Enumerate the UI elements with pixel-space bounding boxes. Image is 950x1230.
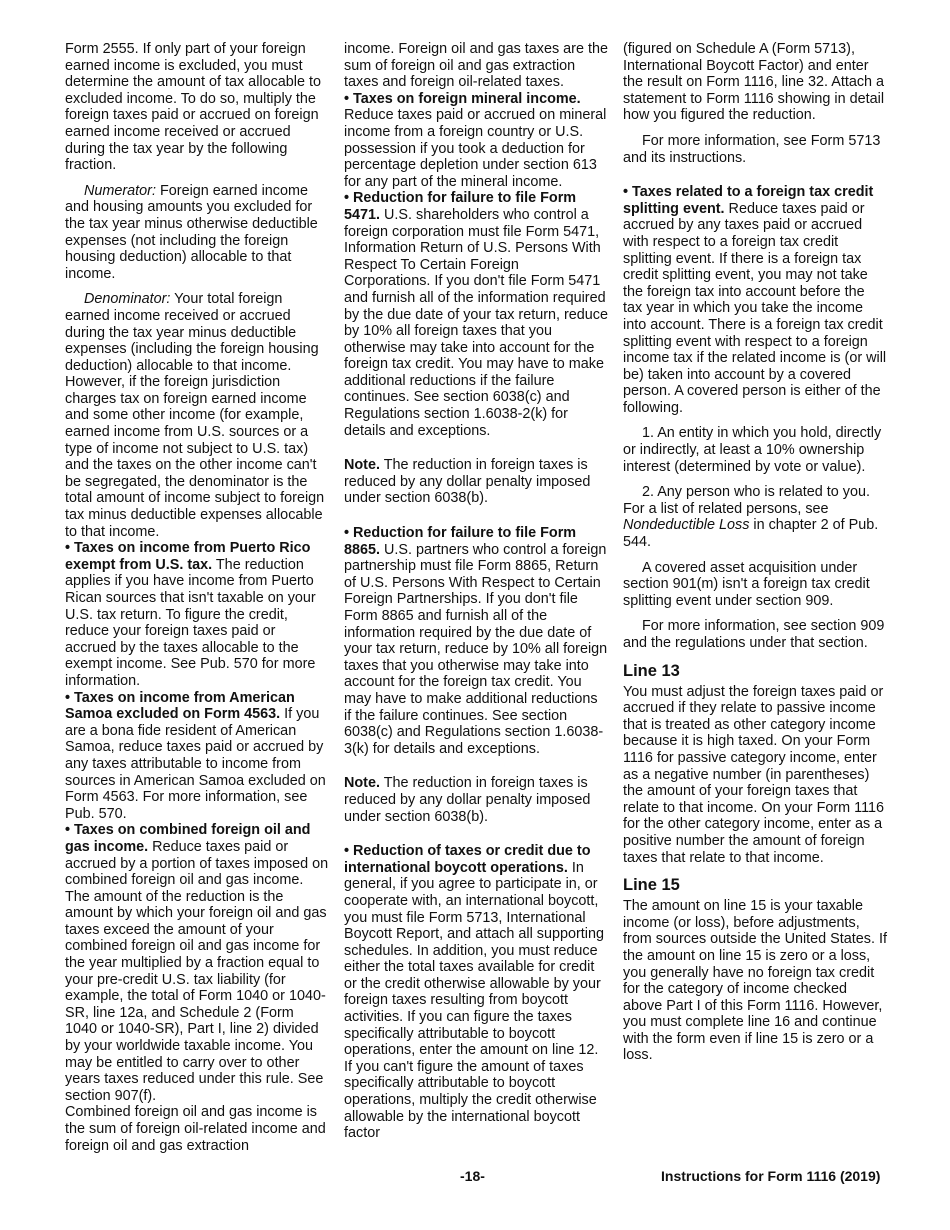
denominator-text: Your total foreign earned income received or accrued during the tax year minus deductible expenses (including the foreign housing deduction) allocable to that income. However, if the foreign jurisdiction charges tax on foreign earned income and some other income (for example, earned income from U.S. sources or a type of income not subject to U.S. tax) and the taxes on the other income can't be segregated, the denominator is the total amount of income subject to foreign tax minus deductible expenses allocable to that income. [65, 291, 325, 540]
list-item-2-text-end: in chapter 2 of Pub. 544. [623, 517, 879, 551]
paragraph: Form 2555. If only part of your foreign earned income is excluded, you must determine the amount of tax allocable to excluded income. To do so, multiply the foreign taxes paid or accrued on foreign earned income received or accrued during the tax year by the following fraction. [65, 41, 321, 174]
list-item-1: 1. An entity in which you hold, directly or indirectly, at least a 10% ownership interest (determined by vote or value). [623, 425, 882, 475]
boycott-paragraph [344, 843, 608, 1142]
form-8865-text: U.S. partners who control a foreign partnership must file Form 8865, Return of U.S. Persons With Respect to Certain Foreign Partnerships. If you don't file Form 8865 and furnish all of the information required by the due date of your tax return, reduce by 10% all foreign taxes that you otherwise may take into account for the foreign tax credit. You may have to make additional reductions if the failure continues. See section 6038(c) and Regulations section 1.6038-3(k) for details and exceptions. [344, 541, 608, 757]
numerator-label: Numerator: [84, 182, 156, 199]
note-paragraph [344, 457, 608, 507]
line-15-heading: Line 15 [623, 876, 680, 895]
paragraph: income. Foreign oil and gas taxes are the sum of foreign oil and gas extraction taxes and foreign oil-related taxes. [344, 41, 608, 91]
boycott-title: • Reduction of taxes or credit due to international boycott operations. [344, 843, 591, 876]
oil-gas-text: Reduce taxes paid or accrued by a portion of taxes imposed on combined foreign oil and gas income. The amount of the reduction is the amount by which your foreign oil and gas taxes exceed the amount of your combined foreign oil and gas income for the year multiplied by a fraction equal to your pre-credit U.S. tax liability (for example, the total of Form 1040 or 1040-SR, line 12a, and Schedule 2 (Form 1040 or 1040-SR), Part I, line 2) divided by your worldwide taxable income. You may be entitled to carry over to other years taxes reduced under this rule. See section 907(f). [65, 838, 329, 1104]
oil-gas-paragraph-2: Combined foreign oil and gas income is the sum of foreign oil-related income and foreign oil and gas extraction [65, 1104, 326, 1154]
form-title: Instructions for Form 1116 (2019) [661, 1168, 881, 1184]
boycott-text: In general, if you agree to participate in, or cooperate with, an international boycott, you must file Form 5713, International Boycott Report, and attach all supporting schedules. In addition, you must reduce either the total taxes available for credit or the credit otherwise allowable by your foreign taxes resulting from boycott activities. If you can figure the taxes specifically attributable to boycott operations, enter the amount on line 12. If you can't figure the amount of taxes specifically attributable to boycott operations, multiply the credit otherwise allowable by the international boycott factor [344, 859, 604, 1142]
oil-gas-title: • Taxes on combined foreign oil and gas income. [65, 822, 311, 855]
mineral-text: Reduce taxes paid or accrued on mineral income from a foreign country or U.S. possession if you took a deduction for percentage depletion under section 613 for any part of the mineral income. [344, 107, 607, 190]
paragraph: (figured on Schedule A (Form 5713), International Boycott Factor) and enter the result on Form 1116, line 32. Attach a statement to Form 1116 showing in detail how you figured the reduction. [623, 41, 885, 124]
paragraph-form-5713: For more information, see Form 5713 and its instructions. [623, 132, 881, 166]
note-label: Note. [344, 457, 380, 474]
list-item-2 [623, 484, 887, 550]
paragraph-covered-asset: A covered asset acquisition under section 901(m) isn't a foreign tax credit splitting event under section 909. [623, 559, 870, 609]
form-5471-text: U.S. shareholders who control a foreign corporation must file Form 5471, Information Return of U.S. Persons With Respect To Certain Foreign Corporations. If you don't file Form 5471 and furnish all of the information required by the due date of your tax return, reduce by 10% all foreign taxes that you otherwise may take into account for the foreign tax credit. You may have to make additional reductions if the failure continues. See section 6038(c) and Regulations section 1.6038-2(k) for details and exceptions. [344, 206, 608, 439]
line-13-heading: Line 13 [623, 661, 680, 680]
form-8865-title: • Reduction for failure to file Form 8865. [344, 525, 577, 558]
splitting-event-text: Reduce taxes paid or accrued by any taxes paid or accrued with respect to a foreign tax credit splitting event. If there is a foreign tax credit splitting event, you may not take the foreign tax into account before the tax year in which you take the income into account. There is a foreign tax credit splitting event with respect to a foreign income tax if the related income is (or will be) taken into account by a covered person. A covered person is either of the following. [623, 200, 887, 416]
note-text: The reduction in foreign taxes is reduced by any dollar penalty imposed under section 6038(b). [344, 775, 591, 825]
list-item-2-text: 2. Any person who is related to you. For a list of related persons, see [623, 484, 870, 517]
column-right [623, 41, 887, 1064]
american-samoa-title: • Taxes on income from American Samoa excluded on Form 4563. [65, 689, 295, 723]
page-number: -18- [460, 1168, 485, 1184]
oil-gas-paragraph [65, 822, 329, 1104]
column-left [65, 41, 329, 1154]
note-paragraph-2 [344, 775, 608, 825]
note-text: The reduction in foreign taxes is reduced by any dollar penalty imposed under section 6038(b). [344, 457, 591, 507]
numerator-paragraph [65, 183, 329, 283]
paragraph-section-909: For more information, see section 909 and the regulations under that section. [623, 618, 885, 651]
denominator-label: Denominator: [84, 291, 171, 308]
american-samoa-text: If you are a bona fide resident of American Samoa, reduce taxes paid or accrued by any taxes attributable to income from sources in American Samoa excluded on Form 4563. For more information, see Pub. 570. [65, 706, 326, 822]
denominator-paragraph [65, 291, 329, 540]
mineral-title: • Taxes on foreign mineral income. [344, 90, 581, 107]
splitting-event-paragraph [623, 184, 887, 416]
american-samoa-paragraph [65, 690, 329, 823]
splitting-event-title: • Taxes related to a foreign tax credit splitting event. [623, 184, 874, 217]
line-13-paragraph: You must adjust the foreign taxes paid or accrued if they relate to passive income that is treated as other category income because it is high taxed. On your Form 1116 for passive category income, enter as a negative number (in parentheses) the amount of your foreign taxes that relate to that income. On your Form 1116 for the other category income, enter as a positive number the amount of foreign taxes that relate to that income. [623, 683, 885, 866]
numerator-text: Foreign earned income and housing amounts you excluded for the tax year minus otherwise deductible expenses (not including the foreign housing deduction) allocable to that income. [65, 182, 318, 282]
note-label: Note. [344, 775, 380, 792]
mineral-paragraph [344, 91, 608, 191]
form-5471-title: • Reduction for failure to file Form 5471. [344, 190, 577, 223]
column-middle [344, 41, 608, 1142]
puerto-rico-text: The reduction applies if you have income from Puerto Rican sources that isn't taxable on your U.S. tax return. To figure the credit, reduce your foreign taxes paid or accrued by the taxes allocable to the exempt income. See Pub. 570 for more information. [65, 556, 316, 689]
nondeductible-loss-ref: Nondeductible Loss [623, 517, 750, 534]
line-15-paragraph: The amount on line 15 is your taxable income (or loss), before adjustments, from sources outside the United States. If the amount on line 15 is zero or a loss, you generally have no foreign tax credit for the category of income checked above Part I of this Form 1116. However, you must complete line 16 and continue with the form even if line 15 is zero or a loss. [623, 898, 887, 1064]
form-8865-paragraph [344, 525, 608, 757]
puerto-rico-title: • Taxes on income from Puerto Rico exempt from U.S. tax. [65, 540, 311, 573]
form-5471-paragraph [344, 190, 608, 439]
puerto-rico-paragraph [65, 540, 329, 689]
